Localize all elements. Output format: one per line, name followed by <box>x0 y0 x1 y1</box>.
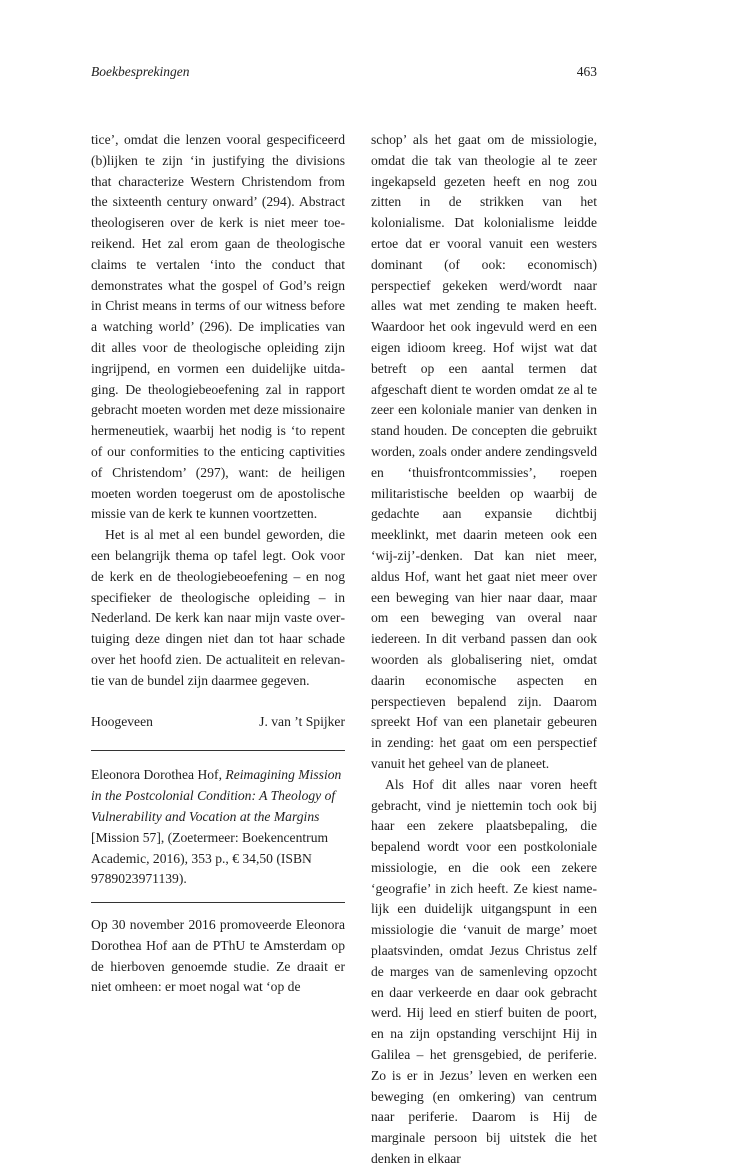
review-signature <box>91 712 345 733</box>
review-paragraph: Als Hof dit alles naar voren heeft gebracht, vind je niettemin toch ook bij haar een zekere plaatsbepaling, die bepalend wordt voor een postkoloniale missiologie, en die ook een zekere ‘geografie’ in zich heeft. Ze kiest namelijk een duidelijk uitgangspunt in een missiologie die ‘vanuit de marge’ moet plaatsvinden, omdat Jezus Christus zelf de marges van de samenleving opzocht en daar verkeerde en daar ook gebracht werd. Hij leed en stierf buiten de poort, en na zijn opstanding verschijnt Hij in Galilea – het grensgebied, de periferie. Zo is er in Jezus’ leven en werken een beweging (en omkering) van centrum naar periferie. Daarom is Hij de marginale persoon bij uitstek die het denken in elkaar <box>371 776 597 1167</box>
book-citation <box>91 765 345 890</box>
book-details: [Mission 57], (Zoetermeer: Boekencentrum Academic, 2016), 353 p., € 34,50 (ISBN 9789023971139). <box>91 829 329 887</box>
review-paragraph: Het is al met al een bundel geworden, die een belangrijk thema op tafel legt. Ook voor de kerk en de theologiebeoefening – en nog specifieker de theologische opleiding – in Nederland. De kerk kan naar mijn vaste overtuiging deze dingen niet dan tot haar schade over het hoofd zien. De actualiteit en relevantie van de bundel zijn daarmee gegeven. <box>91 527 345 688</box>
book-title: Reimagining Mission in the Postcolonial Condition: A Theology of Vulnerability and Vocation at the Margins <box>91 767 342 824</box>
running-head-title: Boekbesprekingen <box>91 64 190 79</box>
book-author: Eleonora Dorothea Hof, <box>91 767 226 783</box>
right-column <box>371 130 597 1170</box>
page-number: 463 <box>576 64 597 79</box>
signature-place: Hoogeveen <box>91 713 153 729</box>
signature-name: J. van ’t Spijker <box>259 713 345 729</box>
review-paragraph: schop’ als het gaat om de missiologie, omdat die tak van theologie al te zeer ingekapseld gezeten heeft en nog zou zitten in de strikken van het kolonialisme. Dat kolonialisme leidde ertoe dat er vooral vanuit een westers dominant (of ook: economisch) perspectief gekeken werd/wordt naar alles wat met zending te maken heeft. Waardoor het ook ingevuld werd en een eigen idioom kreeg. Hof wijst wat dat betreft op een aantal termen dat afgeschaft dient te worden omdat ze al te zeer een koloniale manier van denken in stand houden. De concepten die gebruikt worden, zoals onder andere zendingsveld en ‘thuisfrontcommissies’, roepen militaristische beelden op waarbij de gedachte aan expansie dichtbij meeklinkt, met daarin meteen ook een ‘wij-zij’-denken. Dat kan niet meer, aldus Hof, want het gaat niet meer over een beweging van hier naar daar, maar om een beweging van overal naar iedereen. In dit verband passen dan ook woorden als globalisering niet, omdat daarin economische aspecten en perspectieven bepalend zijn. Daarom spreekt Hof van een planetair gebeuren in zending: het gaat om een perspectief vanuit het geheel van de planeet. <box>371 132 597 771</box>
review-paragraph: Op 30 november 2016 promoveerde Eleonora Dorothea Hof aan de PThU te Amsterdam op de hierboven genoemde studie. Ze draait er niet omheen: er moet nogal wat ‘op de <box>91 917 345 995</box>
left-column <box>91 130 345 998</box>
review-paragraph: tice’, omdat die lenzen vooral gespecificeerd (b)lijken te zijn ‘in justifying the divisions that characterize Western Christendom from the sixteenth century onward’ (294). Abstract theologiseren over de kerk is niet meer toereikend. Het zal erom gaan de theologische claims te vertalen ‘into the conduct that demonstrates what the gospel of God’s reign in Christ means in terms of our witness before a watching world’ (296). De implicaties van dit alles voor de theologische opleiding zijn ingrijpend, en vormen een duidelijke uitdaging. De theologiebeoefening zal in rapport gebracht moeten worden met deze missionaire hermeneutiek, waarbij het nodig is ‘to repent of our conformities to the enticing captivities of Christendom’ (297), want: de heiligen moeten worden toegerust om de apostolische missie van de kerk te kunnen voortzetten. <box>91 132 345 522</box>
divider <box>91 902 345 903</box>
divider <box>91 750 345 751</box>
